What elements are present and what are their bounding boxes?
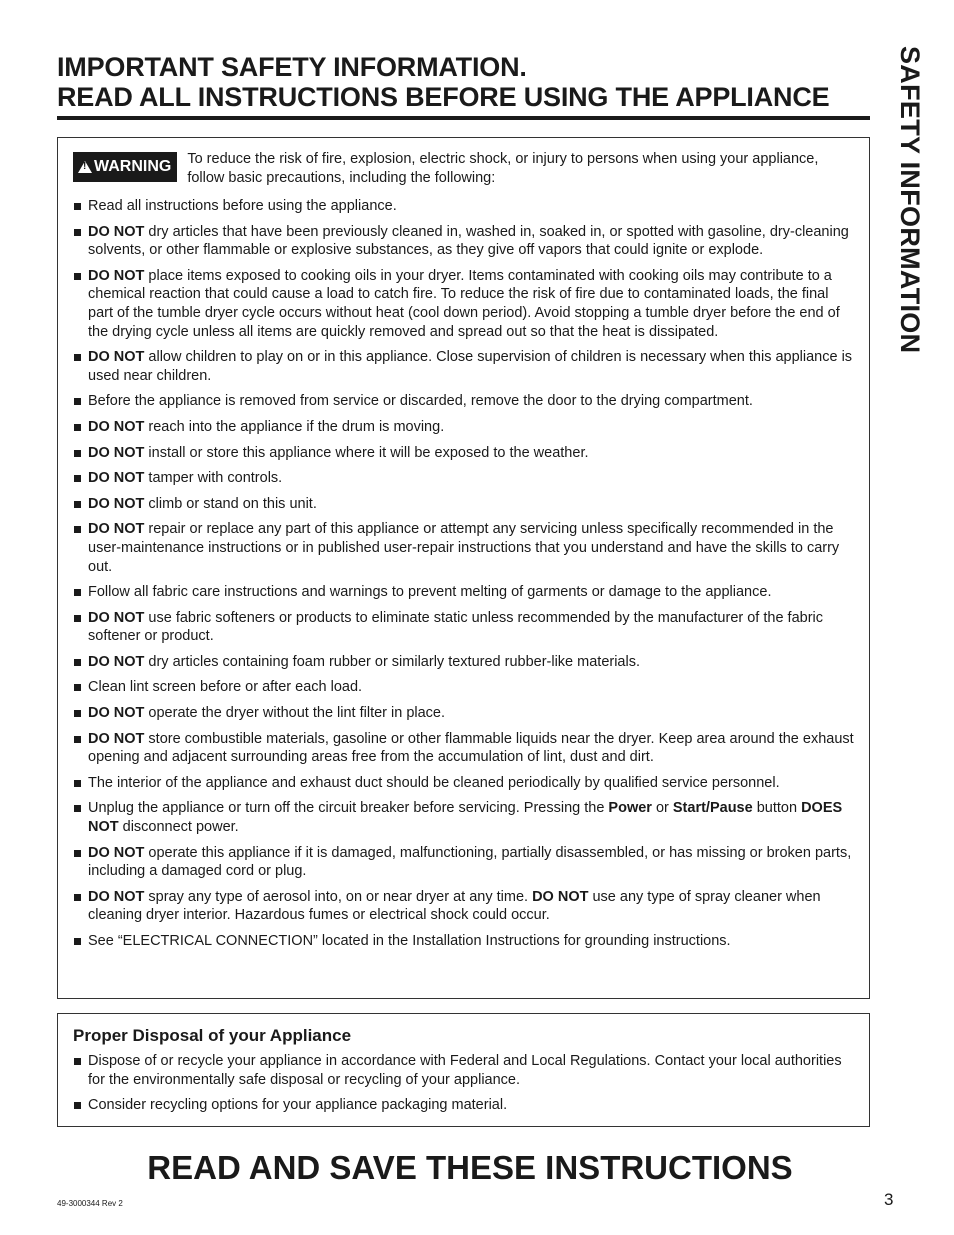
list-item	[73, 197, 855, 216]
power-label: Power	[608, 800, 652, 817]
page-header	[57, 52, 870, 120]
item-text: Clean lint screen before or after each load.	[88, 679, 363, 696]
do-not-label: DO NOT	[532, 888, 589, 905]
item-text: dry articles containing foam rubber or similarly textured rubber-like materials.	[144, 653, 640, 670]
list-item	[73, 799, 855, 836]
item-text: repair or replace any part of this appliance or attempt any servicing unless specifically recommended in the user-maintenance instructions or in published user-repair instructions that you understand and have the skills to carry out.	[88, 521, 840, 575]
item-text: place items exposed to cooking oils in your dryer. Items contaminated with cooking oils may contribute to a chemical reaction that could cause a load to catch fire. To reduce the risk of fire due to contaminated loads, the final part of the tumble dryer cycle occurs without heat (cool down period). Avoid stopping a tumble dryer before the end of the drying cycle unless all items are quickly removed and spread out so that the heat is dissipated.	[88, 267, 840, 340]
warning-badge	[73, 152, 177, 182]
safety-warning-box	[57, 137, 870, 999]
list-item	[73, 392, 855, 411]
do-not-label: DO NOT	[88, 444, 145, 461]
item-text: Dispose of or recycle your appliance in accordance with Federal and Local Regulations. Contact your local authorities for the environmentally safe disposal or recycling of your appliance.	[88, 1053, 842, 1088]
do-not-label: DO NOT	[88, 705, 145, 722]
item-text: button	[752, 800, 802, 817]
item-text: operate the dryer without the lint filter in place.	[144, 705, 446, 722]
warning-row	[73, 150, 855, 188]
does-not-label: DOES NOT	[88, 800, 843, 836]
list-item	[73, 653, 855, 672]
disposal-box	[57, 1013, 870, 1127]
side-section-label: SAFETY INFORMATION	[895, 46, 925, 354]
item-text: climb or stand on this unit.	[144, 495, 317, 512]
list-item	[73, 774, 855, 793]
list-item	[73, 844, 855, 881]
item-text: spray any type of aerosol into, on or near dryer at any time.	[144, 888, 533, 905]
list-item	[73, 1096, 855, 1115]
do-not-label: DO NOT	[88, 223, 145, 240]
header-rule	[57, 116, 870, 120]
item-text: Consider recycling options for your appliance packaging material.	[88, 1097, 508, 1114]
header-title-line-1: IMPORTANT SAFETY INFORMATION.	[57, 52, 527, 82]
do-not-label: DO NOT	[88, 495, 145, 512]
item-text: tamper with controls.	[144, 470, 283, 487]
warning-badge-label: WARNING	[94, 158, 172, 175]
list-item	[73, 469, 855, 488]
list-item	[73, 583, 855, 602]
disposal-list	[73, 1052, 855, 1115]
document-number: 49-3000344 Rev 2	[57, 1199, 123, 1208]
do-not-label: DO NOT	[88, 349, 145, 366]
item-text: reach into the appliance if the drum is moving.	[144, 418, 445, 435]
do-not-label: DO NOT	[88, 653, 145, 670]
item-text: See “ELECTRICAL CONNECTION” located in the Installation Instructions for grounding instructions.	[88, 933, 731, 949]
item-text: or	[651, 800, 673, 817]
list-item	[73, 730, 855, 767]
item-text: operate this appliance if it is damaged, malfunctioning, partially disassembled, or has missing or broken parts, including a damaged cord or plug.	[88, 844, 852, 880]
page-number: 3	[884, 1190, 894, 1209]
do-not-label: DO NOT	[88, 844, 145, 861]
item-text: The interior of the appliance and exhaust duct should be cleaned periodically by qualified service personnel.	[88, 774, 780, 791]
do-not-label: DO NOT	[88, 730, 145, 747]
item-text: disconnect power.	[118, 819, 239, 836]
do-not-label: DO NOT	[88, 888, 145, 905]
warning-intro-text: To reduce the risk of fire, explosion, electric shock, or injury to persons when using your appliance, follow basic precautions, including the following:	[187, 151, 819, 186]
list-item	[73, 520, 855, 576]
side-section-tab	[888, 46, 932, 406]
do-not-label: DO NOT	[88, 470, 145, 487]
do-not-label: DO NOT	[88, 418, 145, 435]
footer-title: READ AND SAVE THESE INSTRUCTIONS	[147, 1149, 793, 1186]
do-not-label: DO NOT	[88, 267, 145, 284]
list-item	[73, 348, 855, 385]
list-item	[73, 267, 855, 341]
list-item	[73, 678, 855, 697]
do-not-label: DO NOT	[88, 521, 145, 538]
list-item	[73, 418, 855, 437]
header-title-line-2: READ ALL INSTRUCTIONS BEFORE USING THE APPLIANCE	[57, 82, 830, 112]
item-text: install or store this appliance where it will be exposed to the weather.	[144, 444, 589, 461]
item-text: use fabric softeners or products to eliminate static unless recommended by the manufacturer of the fabric softener or product.	[88, 609, 824, 645]
item-text: Follow all fabric care instructions and warnings to prevent melting of garments or damage to the appliance.	[88, 584, 772, 601]
item-text: Before the appliance is removed from service or discarded, remove the door to the drying compartment.	[88, 393, 753, 410]
list-item	[73, 609, 855, 646]
item-text: dry articles that have been previously cleaned in, washed in, soaked in, or spotted with gasoline, dry-cleaning solvents, or other flammable or explosive substances, as they give off vapors that could ignite or explode.	[88, 223, 849, 259]
warning-triangle-icon	[78, 161, 92, 173]
item-text: Read all instructions before using the appliance.	[88, 198, 397, 214]
list-item	[73, 888, 855, 925]
start-pause-label: Start/Pause	[672, 800, 753, 817]
list-item	[73, 1052, 855, 1089]
list-item	[73, 704, 855, 723]
disposal-title: Proper Disposal of your Appliance	[73, 1026, 352, 1045]
do-not-label: DO NOT	[88, 609, 145, 626]
safety-list	[73, 197, 855, 951]
list-item	[73, 495, 855, 514]
list-item	[73, 932, 855, 951]
item-text: store combustible materials, gasoline or other flammable liquids near the dryer. Keep area around the exhaust opening and adjacent surrounding areas free from the accumulation of lint, dust and dirt.	[88, 730, 854, 766]
item-text: Unplug the appliance or turn off the circuit breaker before servicing. Pressing the	[88, 800, 609, 817]
list-item	[73, 444, 855, 463]
item-text: use any type of spray cleaner when cleaning dryer interior. Hazardous fumes or electrical shock could occur.	[88, 888, 821, 924]
item-text: allow children to play on or in this appliance. Close supervision of children is necessary when this appliance is used near children.	[88, 349, 853, 384]
list-item	[73, 223, 855, 260]
